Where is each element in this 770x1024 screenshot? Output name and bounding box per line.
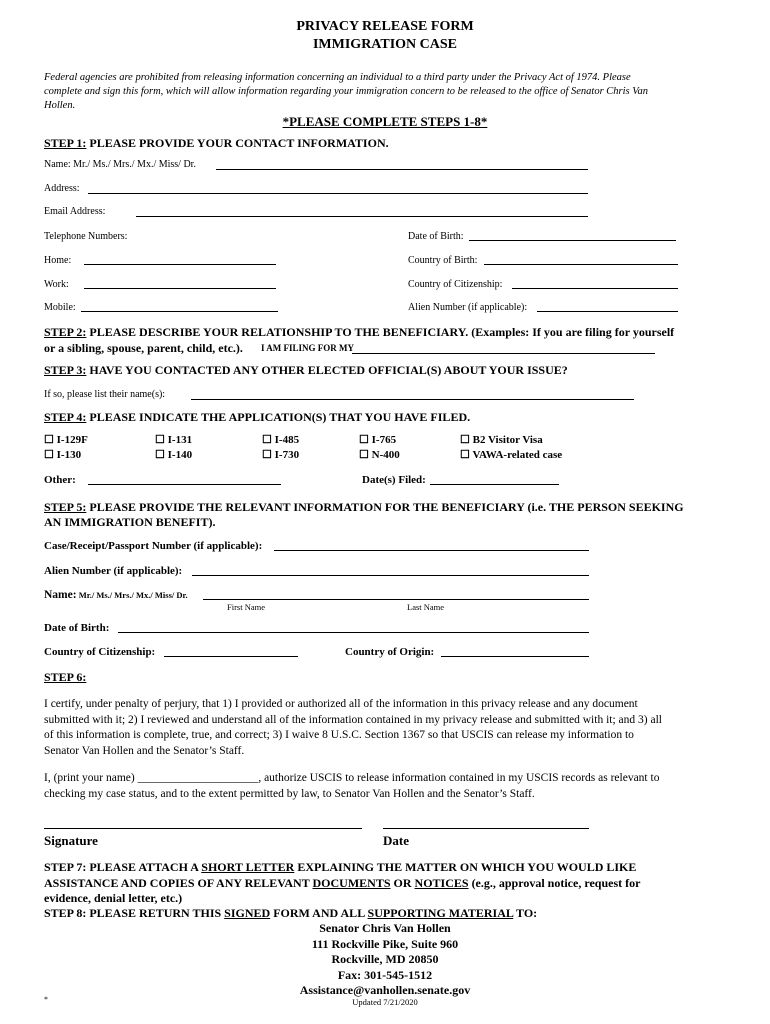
officials-field[interactable]	[191, 399, 634, 400]
signature-label: Signature	[44, 833, 98, 848]
checkbox-icon: ☐	[44, 449, 54, 461]
case-number-field[interactable]	[274, 550, 589, 551]
address-field[interactable]	[88, 193, 588, 194]
beneficiary-alien-field[interactable]	[192, 575, 589, 576]
checkbox-icon: ☐	[155, 449, 165, 461]
step1-heading: STEP 1: PLEASE PROVIDE YOUR CONTACT INFORMATION.	[44, 136, 389, 150]
checkbox-i485[interactable]: ☐ I-485	[262, 434, 300, 446]
beneficiary-name-label: Name: Mr./ Ms./ Mrs./ Mx./ Miss/ Dr.	[44, 589, 188, 601]
checkbox-i131[interactable]: ☐ I-131	[155, 434, 193, 446]
checkbox-icon: ☐	[262, 449, 272, 461]
address-label: Address:	[44, 183, 80, 194]
checkbox-icon: ☐	[359, 449, 369, 461]
certification-text: I certify, under penalty of perjury, that 1) I provided or authorized all of the information in this privacy release and any document submitted with it; 2) I reviewed and understand all of the information contained in my privacy release and submitted with it; and 3) all of this information is complete, true, and correct; 3) I waive 8 U.S.C. Section 1367 so that USCIS can release my information to Senator Van Hollen and the Senator’s Staff.	[44, 698, 662, 757]
step6-heading: STEP 6:	[44, 670, 87, 684]
other-app-label: Other:	[44, 474, 76, 486]
checkbox-vawa[interactable]: ☐ VAWA-related case	[460, 449, 563, 461]
date-field[interactable]	[383, 828, 589, 829]
checkbox-icon: ☐	[44, 434, 54, 446]
checkbox-icon: ☐	[460, 434, 470, 446]
mobile-phone-field[interactable]	[81, 311, 278, 312]
footer-mark: *	[44, 995, 48, 1004]
step5-heading-cont: AN IMMIGRATION BENEFIT).	[44, 515, 216, 529]
dates-filed-label: Date(s) Filed:	[362, 474, 426, 486]
step2-heading: STEP 2: PLEASE DESCRIBE YOUR RELATIONSHIP TO THE BENEFICIARY. (Examples: If you are filing for yourself	[44, 325, 675, 339]
beneficiary-citizenship-field[interactable]	[164, 656, 298, 657]
checkbox-i130[interactable]: ☐ I-130	[44, 449, 82, 461]
authorization-text: I, (print your name) _____________________, authorize USCIS to release information contained in my USCIS records as relevant to checking my case status, and to the extent permitted by law, to Senator Van Hollen and the Senator’s Staff.	[44, 772, 660, 800]
email-field[interactable]	[136, 216, 588, 217]
checkbox-i730[interactable]: ☐ I-730	[262, 449, 300, 461]
checkbox-i129f[interactable]: ☐ I-129F	[44, 434, 88, 446]
steps-banner: *PLEASE COMPLETE STEPS 1-8*	[282, 114, 488, 129]
step5-heading: STEP 5: PLEASE PROVIDE THE RELEVANT INFORMATION FOR THE BENEFICIARY (i.e. THE PERSON SEEKING	[44, 500, 684, 514]
work-phone-field[interactable]	[84, 288, 276, 289]
dob-field[interactable]	[469, 240, 676, 241]
checkbox-icon: ☐	[460, 449, 470, 461]
contact-name-field[interactable]	[216, 169, 588, 170]
updated-date: Updated 7/21/2020	[352, 997, 418, 1007]
telephone-label: Telephone Numbers:	[44, 231, 128, 242]
step8-instructions: STEP 8: PLEASE RETURN THIS SIGNED FORM AND ALL SUPPORTING MATERIAL TO:	[44, 906, 538, 920]
mobile-phone-label: Mobile:	[44, 302, 76, 313]
beneficiary-dob-field[interactable]	[118, 632, 589, 633]
mailing-address: Senator Chris Van Hollen 111 Rockville Pike, Suite 960 Rockville, MD 20850 Fax: 301-545-1512 Assistance@vanhollen.senate.gov	[299, 921, 471, 997]
country-of-origin-field[interactable]	[441, 656, 589, 657]
last-name-caption: Last Name	[407, 602, 445, 612]
work-phone-label: Work:	[44, 279, 69, 290]
checkbox-n400[interactable]: ☐ N-400	[359, 449, 400, 461]
beneficiary-name-field[interactable]	[203, 599, 589, 600]
country-of-birth-field[interactable]	[484, 264, 678, 265]
country-of-birth-label: Country of Birth:	[408, 255, 478, 266]
signature-field[interactable]	[44, 828, 362, 829]
filing-for-label: I AM FILING FOR MY	[261, 343, 354, 353]
other-app-field[interactable]	[88, 484, 281, 485]
checkbox-i140[interactable]: ☐ I-140	[155, 449, 193, 461]
step3-heading: STEP 3: HAVE YOU CONTACTED ANY OTHER ELECTED OFFICIAL(S) ABOUT YOUR ISSUE?	[44, 363, 568, 377]
form-title: PRIVACY RELEASE FORM	[296, 19, 474, 34]
date-label: Date	[383, 833, 409, 848]
country-of-origin-label: Country of Origin:	[345, 646, 435, 658]
step4-heading: STEP 4: PLEASE INDICATE THE APPLICATION(S) THAT YOU HAVE FILED.	[44, 410, 471, 424]
case-number-label: Case/Receipt/Passport Number (if applicable):	[44, 540, 263, 552]
alien-number-field[interactable]	[537, 311, 678, 312]
email-label: Email Address:	[44, 206, 106, 217]
privacy-act-notice: Federal agencies are prohibited from releasing information concerning an individual to a third party under the Privacy Act of 1974. Please complete and sign this form, which will allow information regarding your immigration concern to be released to the office of Senator Chris Van Hollen.	[44, 72, 649, 111]
checkbox-i765[interactable]: ☐ I-765	[359, 434, 397, 446]
home-phone-label: Home:	[44, 255, 72, 266]
step7-instructions: STEP 7: PLEASE ATTACH A SHORT LETTER EXPLAINING THE MATTER ON WHICH YOU WOULD LIKE ASSISTANCE AND COPIES OF ANY RELEVANT DOCUMENTS OR NOTICES (e.g., approval notice, request for evidence, denial letter, etc.)	[44, 860, 641, 905]
form-subtitle: IMMIGRATION CASE	[312, 37, 458, 52]
dates-filed-field[interactable]	[430, 484, 559, 485]
checkbox-icon: ☐	[359, 434, 369, 446]
beneficiary-dob-label: Date of Birth:	[44, 622, 110, 634]
checkbox-b2-visa[interactable]: ☐ B2 Visitor Visa	[460, 434, 543, 446]
step2-heading-cont: or a sibling, spouse, parent, child, etc.).	[44, 341, 243, 355]
contact-name-label: Name: Mr./ Ms./ Mrs./ Mx./ Miss/ Dr.	[44, 159, 196, 170]
home-phone-field[interactable]	[84, 264, 276, 265]
relationship-field[interactable]	[352, 353, 655, 354]
beneficiary-citizenship-label: Country of Citizenship:	[44, 646, 156, 658]
checkbox-icon: ☐	[155, 434, 165, 446]
first-name-caption: First Name	[227, 602, 266, 612]
citizenship-label: Country of Citizenship:	[408, 279, 503, 290]
checkbox-icon: ☐	[262, 434, 272, 446]
dob-label: Date of Birth:	[408, 231, 464, 242]
officials-label: If so, please list their name(s):	[44, 389, 166, 400]
beneficiary-alien-label: Alien Number (if applicable):	[44, 565, 183, 577]
alien-number-label: Alien Number (if applicable):	[408, 302, 528, 313]
citizenship-field[interactable]	[512, 288, 678, 289]
